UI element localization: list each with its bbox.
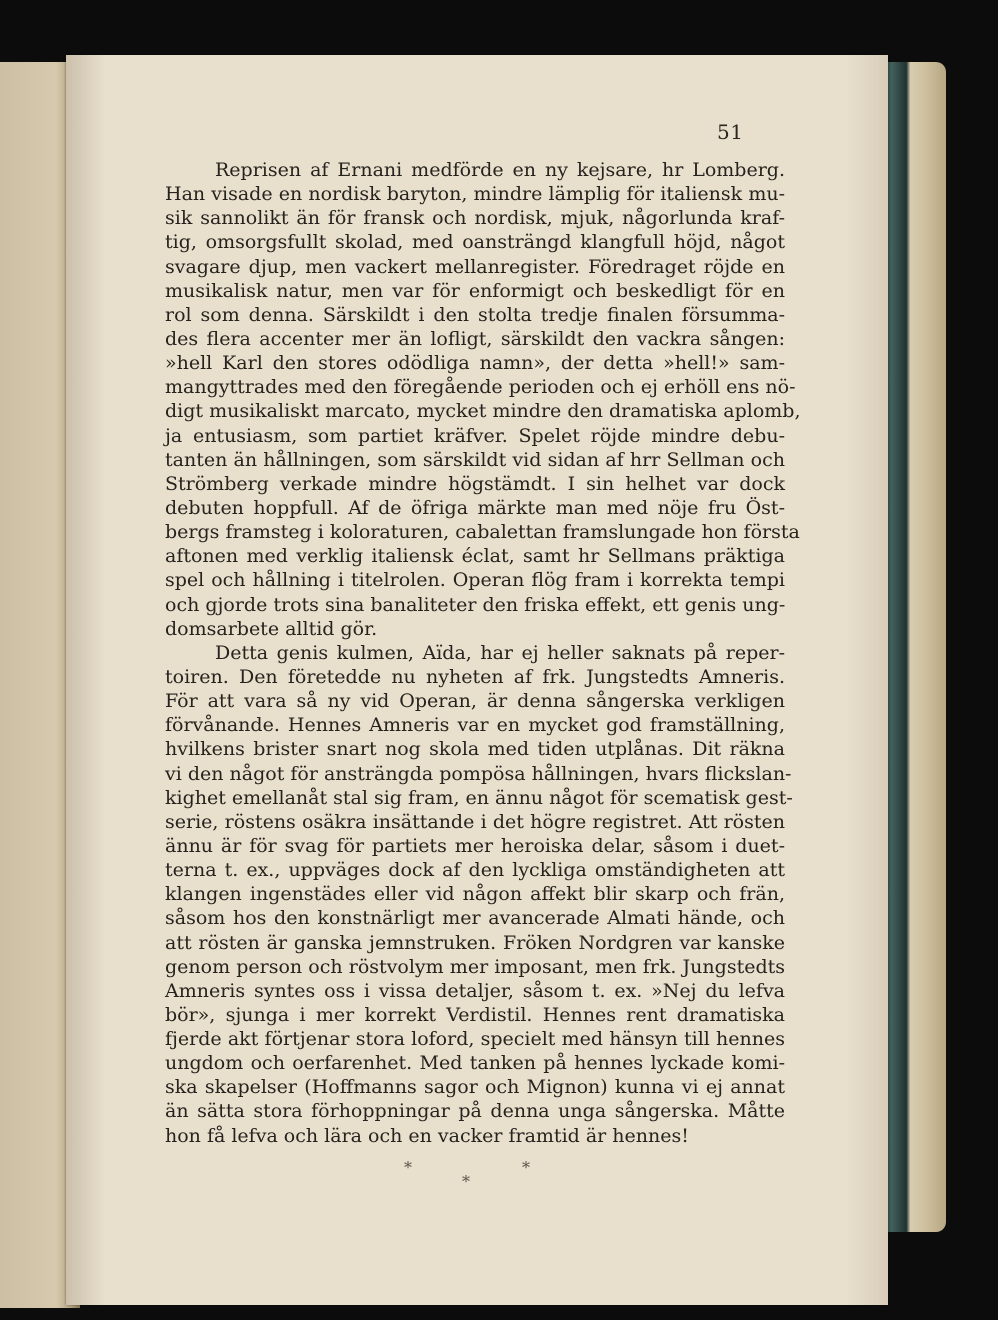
text-line: aftonen med verklig italiensk éclat, samt hr Sellmans präktiga [165,545,785,568]
text-line: digt musikaliskt marcato, mycket mindre den dramatiska aplomb, [165,400,801,423]
text-line: serie, röstens osäkra insättande i det högre registret. Att rösten [165,810,785,833]
text-line: musikalisk natur, men var för enformigt och beskedligt för en [165,279,785,302]
text-line: Han visade en nordisk baryton, mindre lämplig för italiensk mu- [165,183,785,206]
text-line: Detta genis kulmen, Aïda, har ej heller saknats på reper- [215,641,785,664]
text-line: och gjorde trots sina banaliteter den friska effekt, ett genis ung- [165,593,786,616]
text-line: förvånande. Hennes Amneris var en mycket god framställning, [165,714,785,737]
text-line: debuten hoppfull. Af de öfriga märkte man med nöje fru Öst- [165,496,785,519]
text-line: des flera accenter mer än lofligt, särskildt den vackra sången: [165,327,785,350]
text-line: spel och hållning i titelrolen. Operan flög fram i korrekta tempi [165,569,785,592]
text-line: terna t. ex., uppväges dock af den lyckliga omständigheten att [165,859,785,882]
text-line: tig, omsorgsfullt skolad, med oansträngd klangfull höjd, något [165,231,785,254]
text-line: För att vara så ny vid Operan, är denna sångerska verkligen [165,690,785,713]
section-break [380,1158,580,1198]
text-line: toiren. Den företedde nu nyheten af frk. Jungstedts Amneris. [165,665,785,688]
text-line: såsom hos den konstnärligt mer avancerade Almati hände, och [165,907,785,930]
text-line: genom person och röstvolym mer imposant, men frk. Jungstedts [165,955,785,978]
text-line: ungdom och oerfarenhet. Med tanken på hennes lyckade komi- [165,1052,785,1075]
text-line: klangen ingenstädes eller vid någon affekt blir skarp och frän, [165,883,785,906]
text-line: bergs framsteg i koloraturen, cabalettan framslungade hon första [165,521,800,544]
text-line: sik sannolikt än för fransk och nordisk, mjuk, någorlunda kraf- [165,207,785,230]
text-line: domsarbete alltid gör. [165,617,378,640]
text-line: att rösten är ganska jemnstruken. Fröken Nordgren var kanske [165,931,785,954]
text-line: ska skapelser (Hoffmanns sagor och Mignon) kunna vi ej annat [165,1076,785,1099]
text-line: fjerde akt förtjenar stora loford, specielt med hänsyn till hennes [165,1028,785,1051]
text-line: ja entusiasm, som partiet kräfver. Spelet röjde mindre debu- [165,424,785,447]
body-text [165,158,801,1148]
asterisk-center: * [462,1172,470,1191]
text-line: Amneris syntes oss i vissa detaljer, såsom t. ex. »Nej du lefva [165,979,785,1002]
page-number: 51 [717,120,744,144]
text-line: än sätta stora förhoppningar på denna unga sångerska. Måtte [165,1100,785,1123]
asterisk-left: * [404,1158,412,1177]
text-line: svagare djup, men vackert mellanregister. Föredraget röjde en [165,255,785,278]
text-line: Reprisen af Ernani medförde en ny kejsare, hr Lomberg. [215,159,785,181]
book-cover-edge [880,62,946,1232]
text-line: mangyttrades med den föregående perioden och ej erhöll ens nö- [165,376,796,399]
text-line: tanten än hållningen, som särskildt vid sidan af hrr Sellman och [165,448,785,471]
text-line: vi den något för ansträngda pompösa hållningen, hvars flickslan- [165,762,792,785]
text-line: hvilkens brister snart nog skola med tiden utplånas. Dit räkna [165,738,785,761]
text-line: kighet emellanåt stal sig fram, en ännu något för scematisk gest- [165,786,793,809]
text-line: »hell Karl den stores odödliga namn», der detta »hell!» sam- [165,352,785,375]
text-line: hon få lefva och lära och en vacker framtid är hennes! [165,1124,689,1147]
asterisk-right: * [522,1158,530,1177]
text-line: rol som denna. Särskildt i den stolta tredje finalen försumma- [165,303,785,326]
text-line: ännu är för svag för partiets mer heroiska delar, såsom i duet- [165,834,785,857]
text-line: Strömberg verkade mindre högstämdt. I sin helhet var dock [165,472,785,495]
text-line: bör», sjunga i mer korrekt Verdistil. Hennes rent dramatiska [165,1003,785,1026]
